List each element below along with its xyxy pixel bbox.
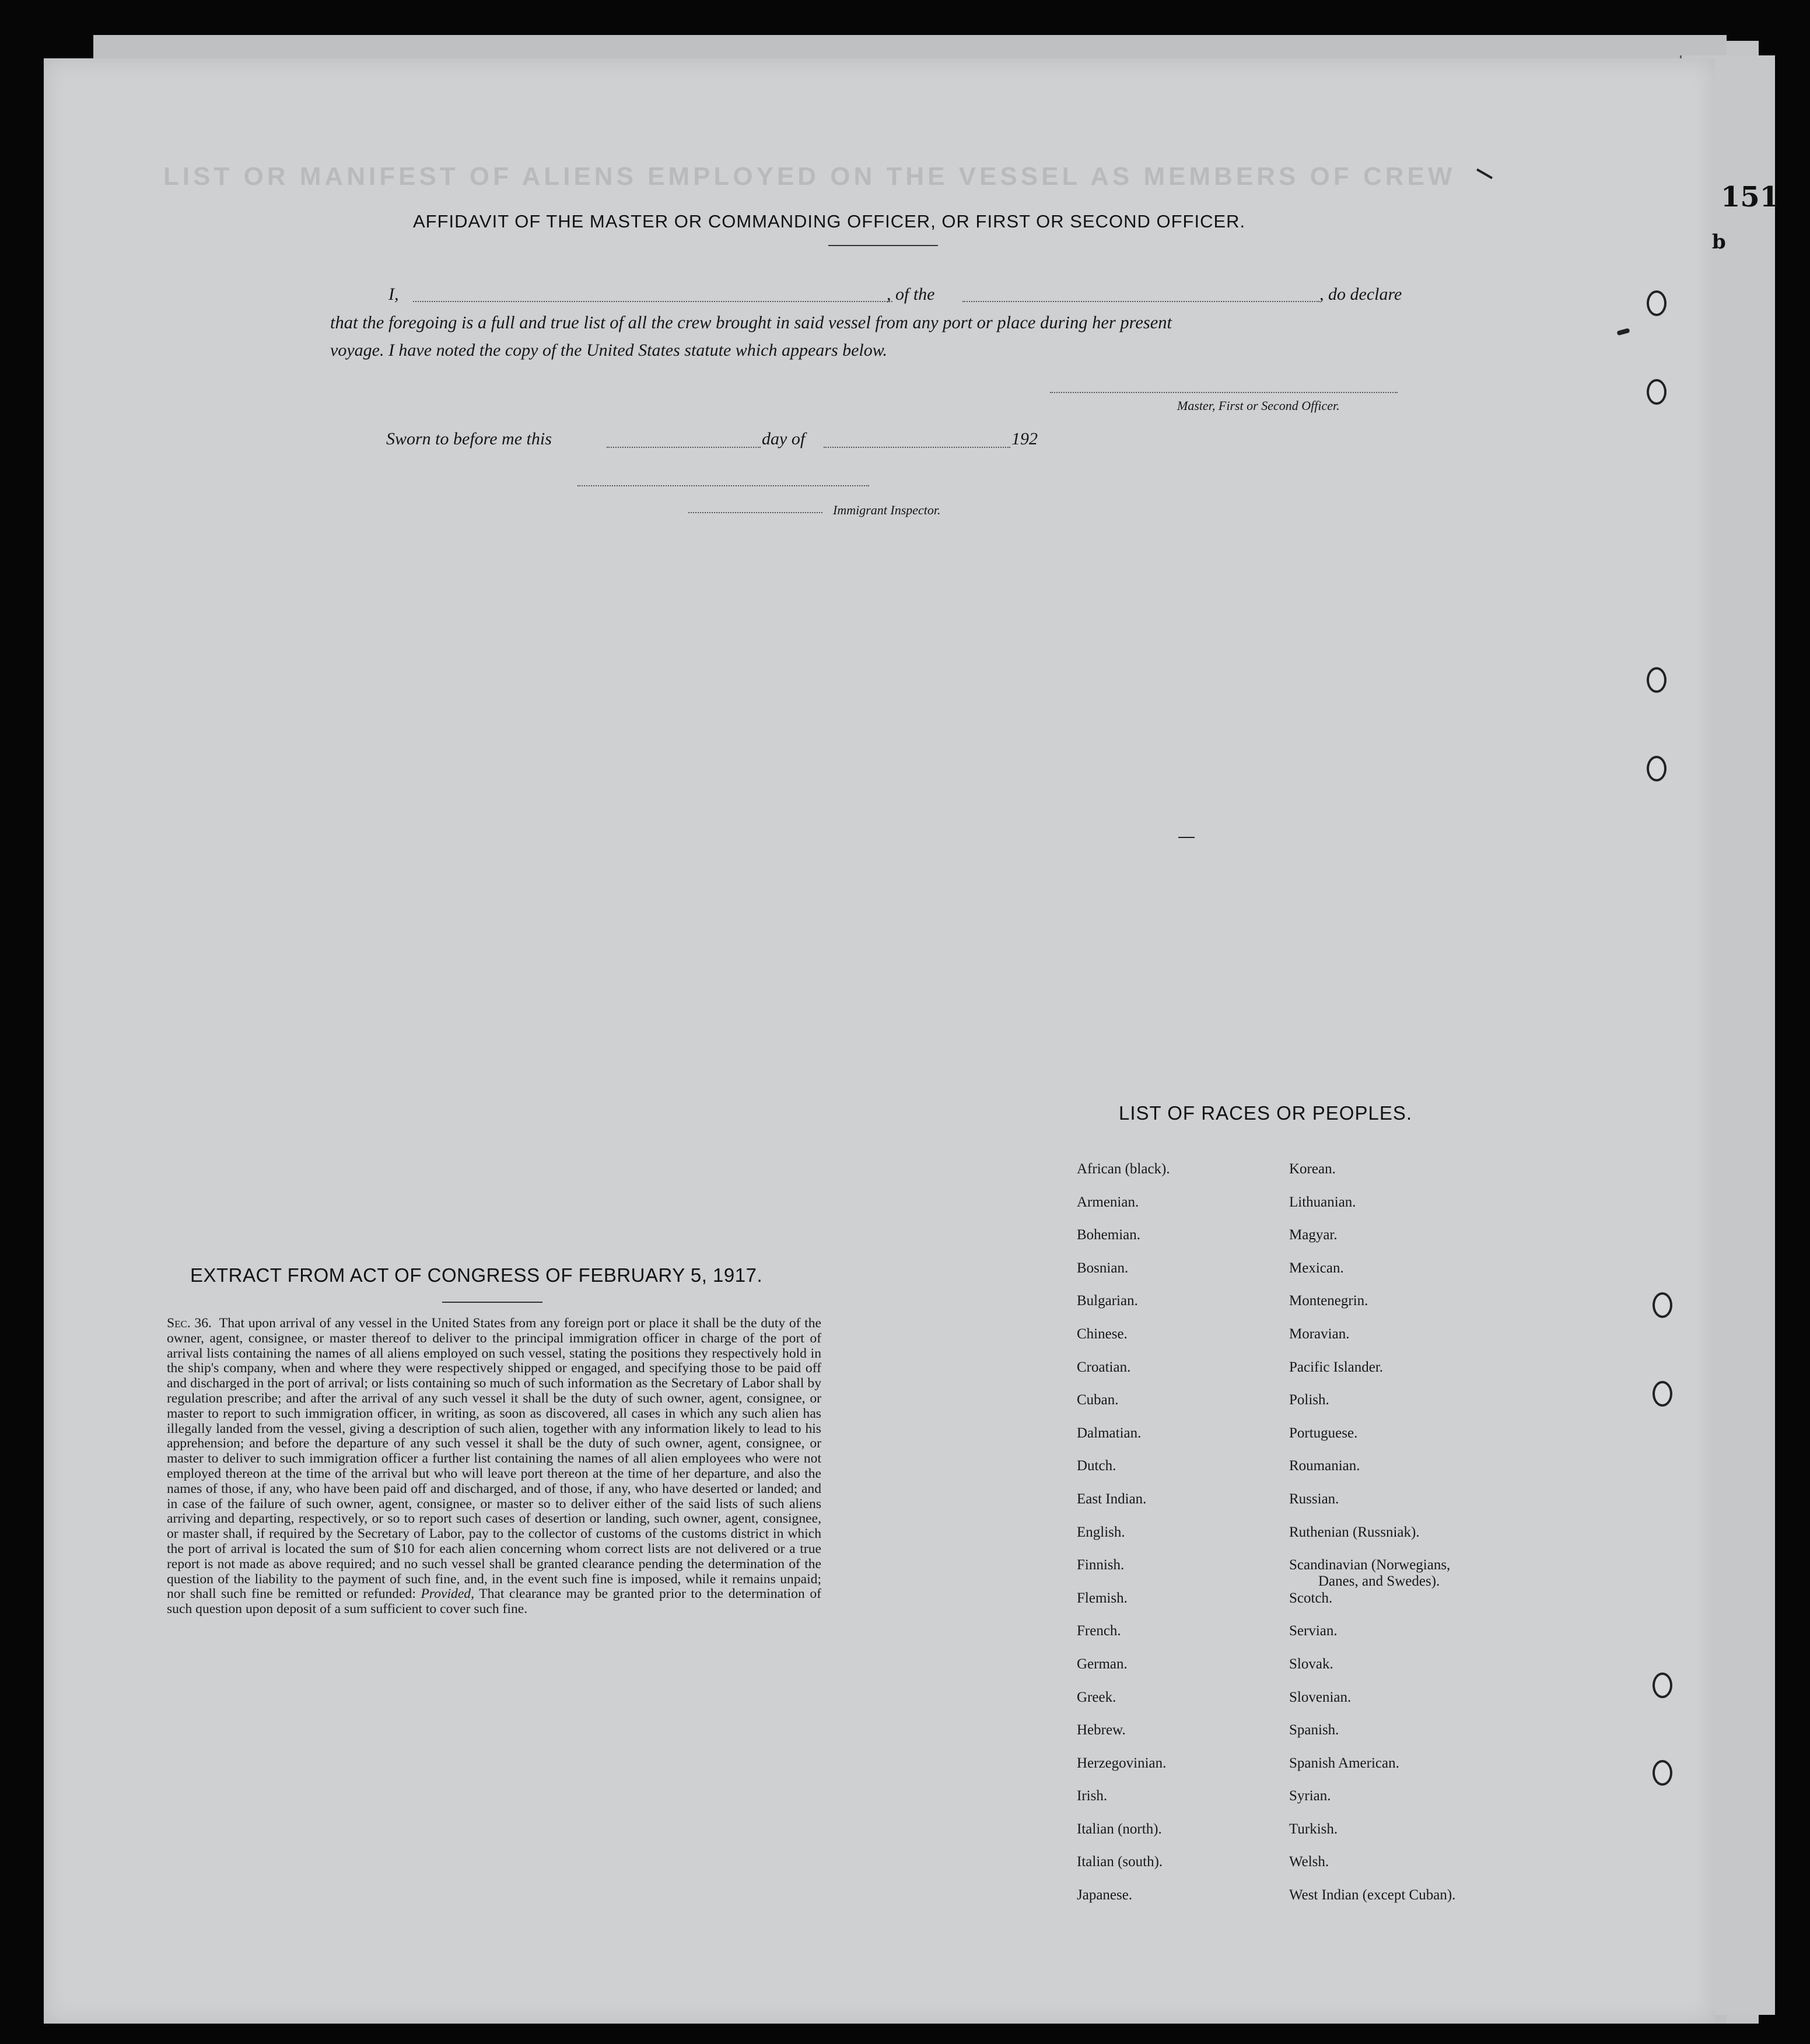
race-item — [1289, 1491, 1455, 1524]
race-item — [1289, 1755, 1455, 1788]
race-item — [1289, 1359, 1455, 1392]
race-item — [1077, 1425, 1170, 1458]
punch-hole — [1647, 379, 1667, 405]
officer-signature-field[interactable] — [1050, 392, 1398, 393]
affidavit-title-rule — [828, 245, 938, 246]
race-item — [1289, 1292, 1455, 1326]
punch-hole — [1653, 1292, 1672, 1318]
race-item — [1077, 1391, 1170, 1425]
race-item — [1077, 1326, 1170, 1359]
race-item — [1077, 1590, 1170, 1623]
race-label: Mexican. — [1289, 1260, 1344, 1276]
race-item — [1077, 1226, 1170, 1260]
race-item — [1289, 1821, 1455, 1854]
race-item — [1077, 1755, 1170, 1788]
race-item — [1077, 1260, 1170, 1293]
vessel-name-field[interactable] — [962, 301, 1319, 302]
race-item — [1077, 1887, 1170, 1920]
race-label: Hebrew. — [1077, 1722, 1126, 1738]
sworn-month-field[interactable] — [824, 447, 1010, 448]
extract-title: EXTRACT FROM ACT OF CONGRESS OF FEBRUARY 5, 1917. — [190, 1264, 763, 1286]
race-item — [1077, 1689, 1170, 1722]
race-label: Polish. — [1289, 1392, 1329, 1408]
race-label: Russian. — [1289, 1491, 1339, 1507]
race-label: Italian (north). — [1077, 1821, 1162, 1837]
races-right-column — [1289, 1161, 1455, 1920]
race-label: Irish. — [1077, 1788, 1108, 1804]
extract-tail: That clearance may be granted prior to the determination of such question upon deposit of a sum sufficient to cover such fine. — [167, 1586, 821, 1617]
races-left-column — [1077, 1161, 1170, 1920]
race-item — [1289, 1457, 1455, 1491]
race-label: Greek. — [1077, 1689, 1116, 1705]
race-label: Dalmatian. — [1077, 1425, 1142, 1441]
race-item — [1077, 1821, 1170, 1854]
race-item — [1289, 1689, 1455, 1722]
section-label: Sec. 36. — [167, 1316, 212, 1331]
race-item — [1077, 1556, 1170, 1590]
race-item — [1077, 1161, 1170, 1194]
race-item — [1077, 1292, 1170, 1326]
race-label: Armenian. — [1077, 1194, 1139, 1210]
race-label: French. — [1077, 1623, 1121, 1639]
race-label: West Indian (except Cuban). — [1289, 1887, 1456, 1903]
sheet-letter: b — [1712, 230, 1726, 254]
race-label: Lithuanian. — [1289, 1194, 1356, 1210]
race-item — [1289, 1161, 1455, 1194]
races-title: LIST OF RACES OR PEOPLES. — [1119, 1102, 1413, 1124]
race-item — [1077, 1656, 1170, 1689]
race-label: Scotch. — [1289, 1590, 1333, 1606]
race-item — [1077, 1524, 1170, 1557]
race-label: Slovak. — [1289, 1656, 1333, 1672]
race-label: Spanish American. — [1289, 1755, 1399, 1771]
officer-signature-caption: Master, First or Second Officer. — [1177, 398, 1340, 413]
race-label: Ruthenian (Russniak). — [1289, 1524, 1420, 1540]
sworn-day-of: day of — [762, 429, 806, 448]
race-label: Korean. — [1289, 1161, 1336, 1177]
race-label: Slovenian. — [1289, 1689, 1352, 1705]
race-label: Dutch. — [1077, 1458, 1116, 1474]
affidavit-line2: that the foregoing is a full and true list of all the crew brought in said vessel from any port or place during her present — [330, 313, 1172, 332]
race-item — [1077, 1359, 1170, 1392]
race-item — [1077, 1491, 1170, 1524]
race-label: Scandinavian (Norwegians, — [1289, 1557, 1451, 1573]
race-item — [1289, 1853, 1455, 1887]
extract-title-rule — [442, 1302, 542, 1303]
race-label: Bohemian. — [1077, 1227, 1141, 1243]
race-label-continuation: Danes, and Swedes). — [1318, 1573, 1440, 1590]
race-item — [1289, 1787, 1455, 1821]
race-label: Portuguese. — [1289, 1425, 1358, 1441]
race-label: Italian (south). — [1077, 1854, 1163, 1870]
race-label: Spanish. — [1289, 1722, 1339, 1738]
race-label: Roumanian. — [1289, 1458, 1360, 1474]
race-label: Herzegovinian. — [1077, 1755, 1167, 1771]
race-label: Cuban. — [1077, 1392, 1119, 1408]
race-item — [1289, 1556, 1455, 1590]
race-item — [1077, 1853, 1170, 1887]
provided-word: Provided, — [421, 1586, 475, 1602]
affidavit-line1-end: , do declare — [1319, 285, 1402, 304]
punch-hole — [1653, 1760, 1672, 1786]
race-item — [1289, 1656, 1455, 1689]
sworn-year: 192 — [1011, 429, 1038, 448]
inspector-line — [688, 512, 822, 513]
race-label: Moravian. — [1289, 1326, 1350, 1342]
extract-text: That upon arrival of any vessel in the United States from any foreign port or place it shall be the duty of the owner, agent, consignee, or master thereof to deliver to the principal immigration officer in charge of the port of arrival lists containing the names of all aliens employed on such vessel, stating the positions they respectively hold in the ship's company, when and where they were respectively shipped or engaged, and specifying those to be paid off and discharged in the port of arrival; or lists containing so much of such information as the Secretary of Labor shall by regulation prescribe; and after the arrival of any such vessel it shall be the duty of such owner, agent, consignee, or master to report to such immigration officer, in writing, as soon as discovered, all cases in which any such alien has illegally landed from the vessel, giving a description of such alien, together with any information likely to lead to his apprehension; and before the departure of any such vessel it shall be the duty of such owner, agent, consignee, or master to deliver to such immigration officer a further list containing the names of all alien employees who were not employed thereon at the time of the arrival but who will leave port thereon at the time of her departure, and also the names of those, if any, who have been paid off and discharged, and of those, if any, who have deserted or landed; and in case of the failure of such owner, agent, consignee, or master so to deliver either of the said lists of such aliens arriving and departing, respectively, or so to report such cases of desertion or landing, such owner, agent, consignee, or master shall, if required by the Secretary of Labor, pay to the collector of customs of the customs district in which the port of arrival is located the sum of $10 for each alien concerning whom correct lists are not delivered or a true report is not made as above required; and no such vessel shall be granted clearance pending the determination of the question of the liability to the payment of such fine, and, in the event such fine is imposed, while it remains unpaid; nor shall such fine be remitted or refunded: — [167, 1316, 822, 1602]
race-label: East Indian. — [1077, 1491, 1147, 1507]
race-item — [1289, 1425, 1455, 1458]
race-item — [1289, 1260, 1455, 1293]
master-name-field[interactable] — [413, 301, 892, 302]
bleed-through-heading: LIST OR MANIFEST OF ALIENS EMPLOYED ON THE VESSEL AS MEMBERS OF CREW — [163, 162, 1456, 191]
race-label: Montenegrin. — [1289, 1293, 1368, 1309]
race-label: Magyar. — [1289, 1227, 1338, 1243]
extract-body — [167, 1316, 821, 1617]
race-label: Flemish. — [1077, 1590, 1128, 1606]
race-item — [1289, 1326, 1455, 1359]
race-item — [1077, 1722, 1170, 1755]
punch-hole — [1647, 756, 1667, 781]
race-label: African (black). — [1077, 1161, 1170, 1177]
race-item — [1289, 1226, 1455, 1260]
race-label: Bosnian. — [1077, 1260, 1129, 1276]
race-label: Syrian. — [1289, 1788, 1331, 1804]
ink-mark — [1178, 837, 1195, 838]
race-label: Japanese. — [1077, 1887, 1133, 1903]
sworn-text: Sworn to before me this — [386, 429, 552, 448]
race-label: Chinese. — [1077, 1326, 1128, 1342]
sworn-day-field[interactable] — [607, 447, 761, 448]
race-item — [1289, 1590, 1455, 1623]
race-label: Servian. — [1289, 1623, 1338, 1639]
race-label: Pacific Islander. — [1289, 1359, 1384, 1375]
race-item — [1077, 1194, 1170, 1227]
race-item — [1289, 1194, 1455, 1227]
inspector-caption: Immigrant Inspector. — [833, 503, 941, 517]
race-label: Turkish. — [1289, 1821, 1338, 1837]
race-item — [1077, 1787, 1170, 1821]
affidavit-line1-mid: , of the — [887, 285, 935, 304]
affidavit-title: AFFIDAVIT OF THE MASTER OR COMMANDING OFFICER, OR FIRST OR SECOND OFFICER. — [413, 211, 1246, 232]
race-item — [1289, 1391, 1455, 1425]
punch-hole — [1647, 667, 1667, 693]
race-item — [1077, 1457, 1170, 1491]
race-item — [1077, 1622, 1170, 1656]
race-item — [1289, 1524, 1455, 1557]
inspector-signature-field[interactable] — [577, 485, 869, 486]
race-label: Welsh. — [1289, 1854, 1329, 1870]
race-label: Bulgarian. — [1077, 1293, 1138, 1309]
affidavit-line1-start: I, — [388, 285, 399, 304]
affidavit-line3: voyage. I have noted the copy of the United States statute which appears below. — [330, 341, 888, 360]
race-label: Croatian. — [1077, 1359, 1131, 1375]
race-label: Finnish. — [1077, 1557, 1125, 1573]
sheet-number: 151 — [1721, 181, 1780, 213]
punch-hole — [1653, 1673, 1672, 1698]
punch-hole — [1647, 290, 1667, 316]
race-item — [1289, 1722, 1455, 1755]
race-label: German. — [1077, 1656, 1128, 1672]
punch-hole — [1653, 1381, 1672, 1407]
race-label: English. — [1077, 1524, 1125, 1540]
race-item — [1289, 1622, 1455, 1656]
race-item — [1289, 1887, 1455, 1920]
